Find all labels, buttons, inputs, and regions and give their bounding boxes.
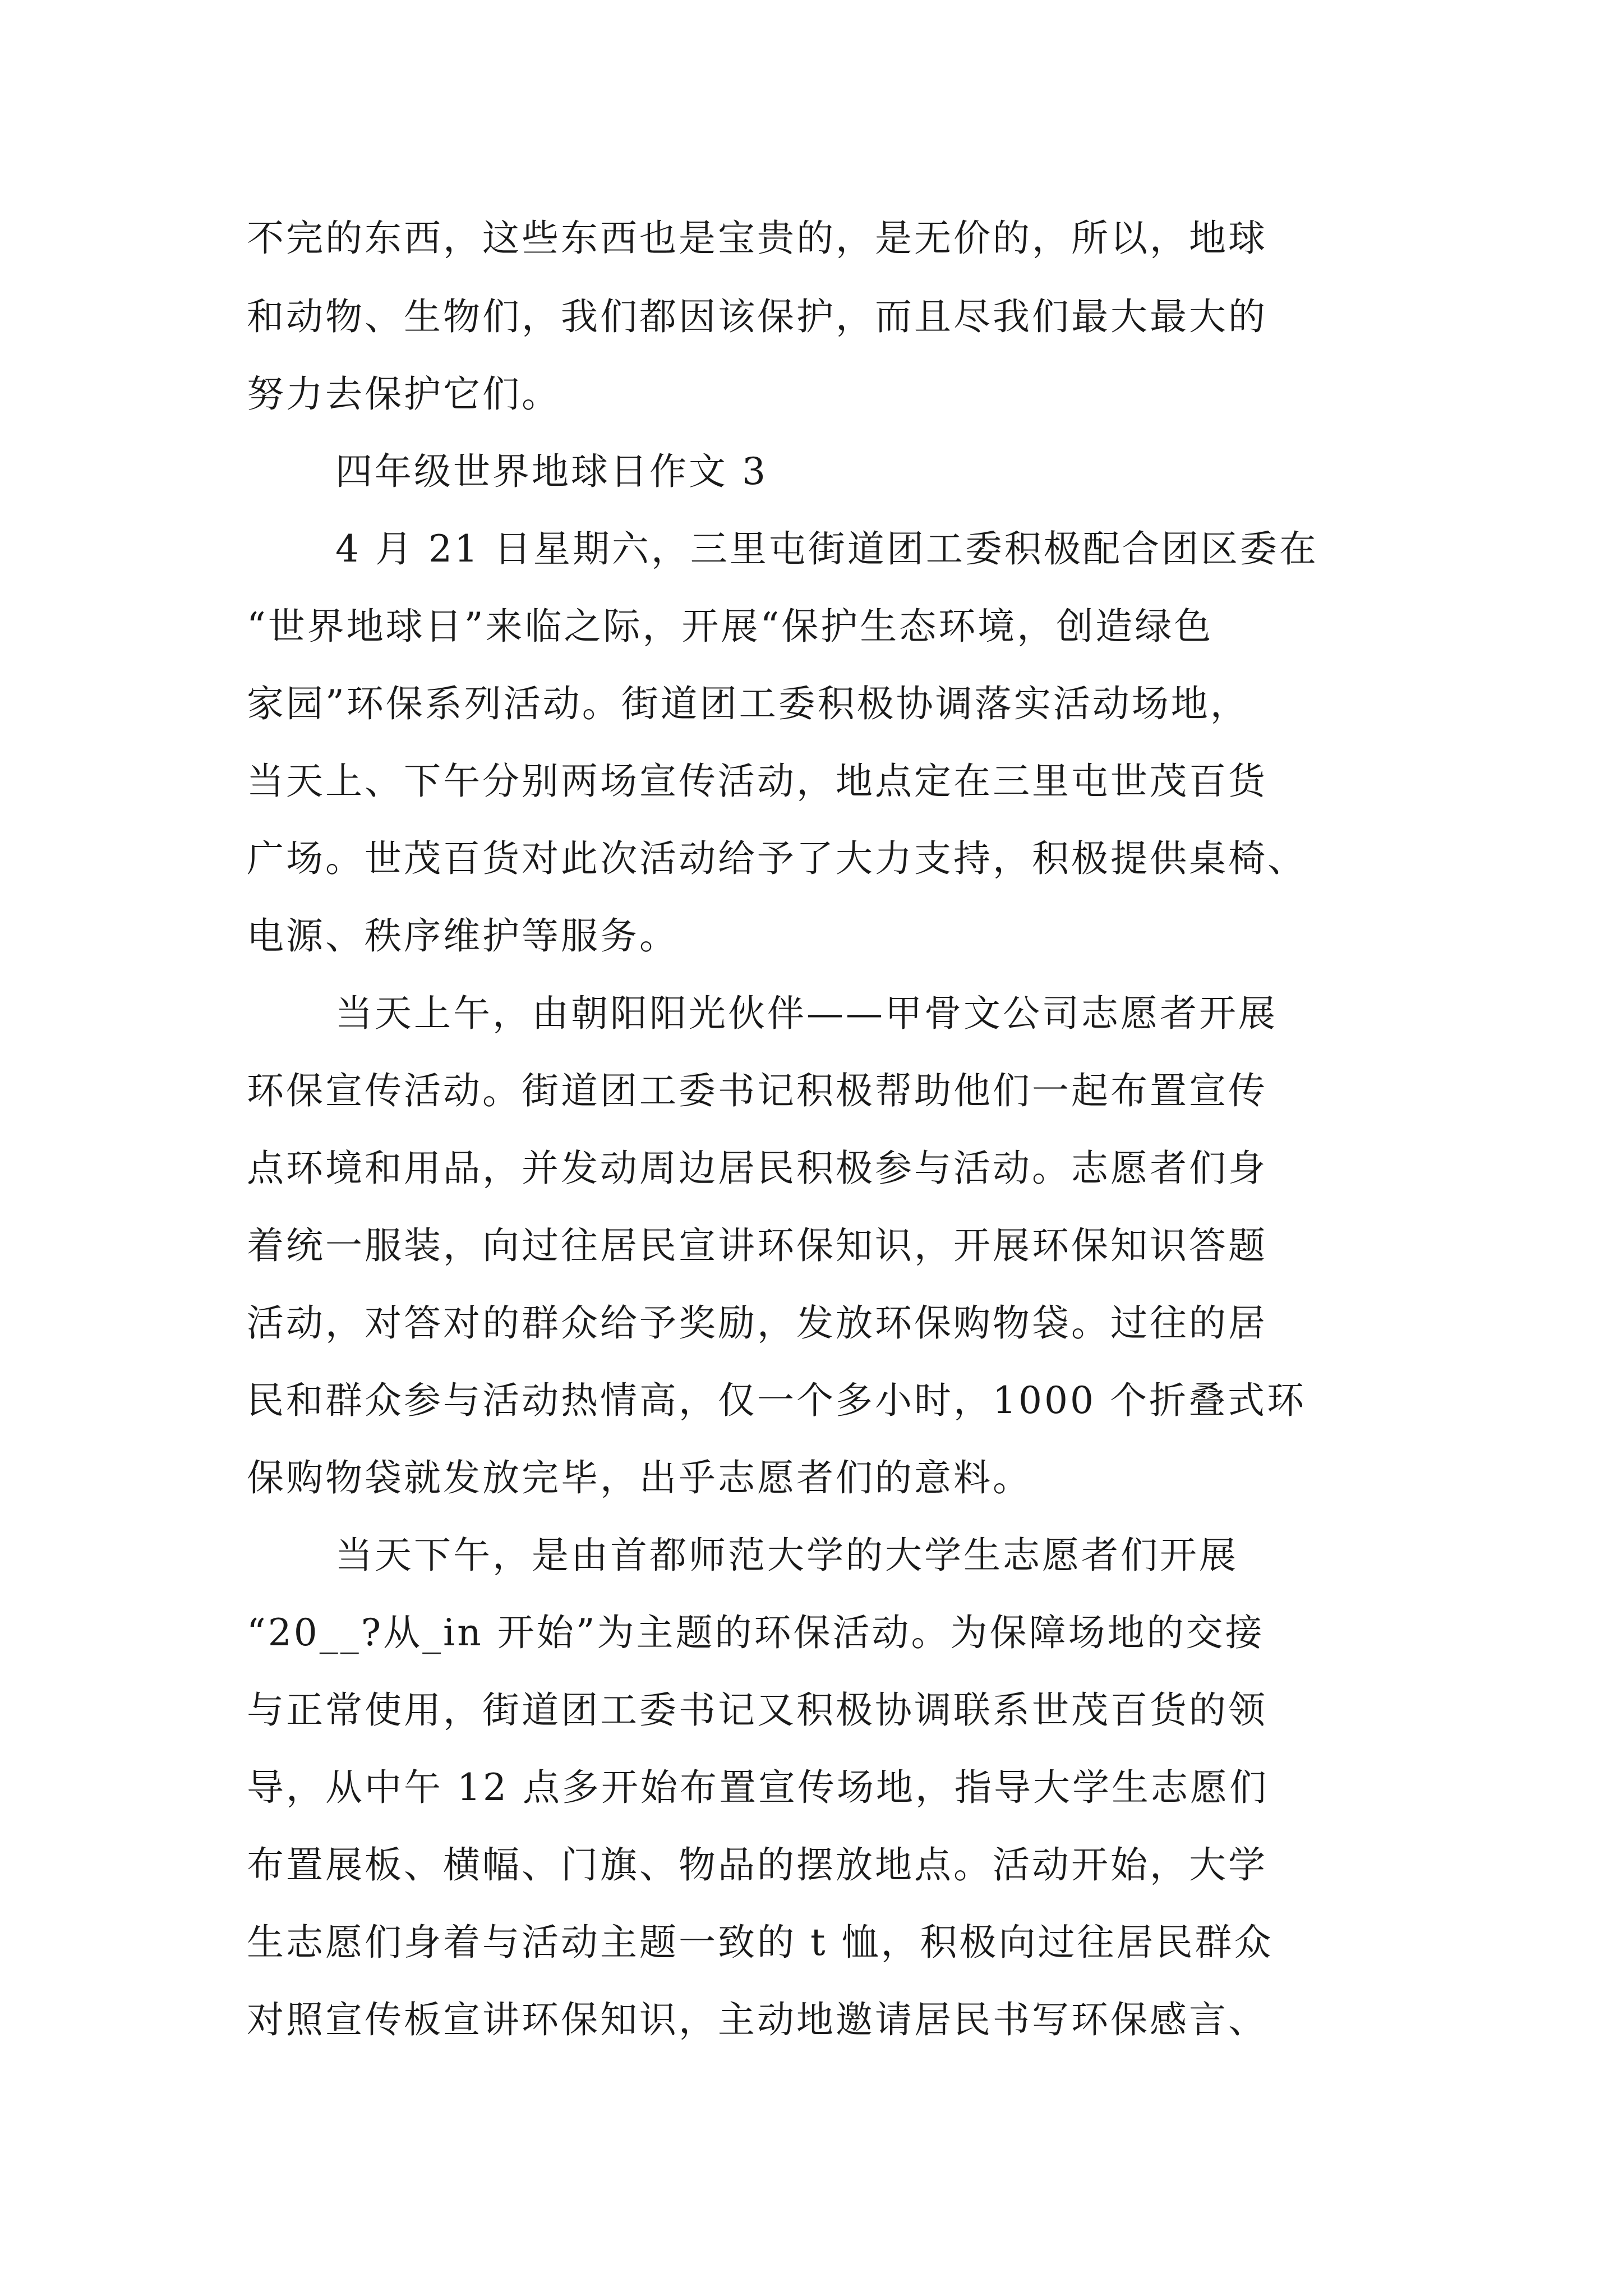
text-line: 和动物、生物们，我们都因该保护，而且尽我们最大最大的 [247, 295, 1267, 338]
text-line: 导，从中午 12 点多开始布置宣传场地，指导大学生志愿们 [247, 1766, 1269, 1809]
text-line: 4 月 21 日星期六，三里屯街道团工委积极配合团区委在 [335, 527, 1318, 570]
text-line: 电源、秩序维护等服务。 [247, 914, 679, 958]
text-line: “世界地球日”来临之际，开展“保护生态环境，创造绿色 [247, 605, 1214, 648]
text-line: 与正常使用，街道团工委书记又积极协调联系世茂百货的领 [247, 1688, 1267, 1732]
text-line: 当天下午，是由首都师范大学的大学生志愿者们开展 [335, 1534, 1238, 1577]
text-line: 广场。世茂百货对此次活动给予了大力支持，积极提供桌椅、 [247, 837, 1307, 880]
text-line: 生志愿们身着与活动主题一致的 t 恤，积极向过往居民群众 [247, 1921, 1274, 1964]
text-line: 当天上、下午分别两场宣传活动，地点定在三里屯世茂百货 [247, 760, 1267, 803]
text-line: 保购物袋就发放完毕，出乎志愿者们的意料。 [247, 1456, 1032, 1499]
text-line: “20__?从_in 开始”为主题的环保活动。为保障场地的交接 [247, 1611, 1265, 1654]
text-line: 点环境和用品，并发动周边居民积极参与活动。志愿者们身 [247, 1147, 1267, 1190]
text-line: 布置展板、横幅、门旗、物品的摆放地点。活动开始，大学 [247, 1843, 1267, 1887]
text-line: 不完的东西，这些东西也是宝贵的，是无价的，所以，地球 [247, 217, 1267, 260]
text-line: 民和群众参与活动热情高，仅一个多小时，1000 个折叠式环 [247, 1379, 1306, 1422]
text-line: 活动，对答对的群众给予奖励，发放环保购物袋。过往的居 [247, 1301, 1267, 1345]
text-line: 对照宣传板宣讲环保知识，主动地邀请居民书写环保感言、 [247, 1998, 1267, 2041]
section-heading: 四年级世界地球日作文 3 [335, 450, 768, 493]
text-line: 环保宣传活动。街道团工委书记积极帮助他们一起布置宣传 [247, 1069, 1267, 1112]
text-line: 当天上午，由朝阳阳光伙伴——甲骨文公司志愿者开展 [335, 992, 1278, 1035]
text-line: 努力去保护它们。 [247, 372, 561, 416]
text-line: 着统一服装，向过往居民宣讲环保知识，开展环保知识答题 [247, 1224, 1267, 1267]
text-line: 家园”环保系列活动。街道团工委积极协调落实活动场地， [247, 682, 1249, 725]
